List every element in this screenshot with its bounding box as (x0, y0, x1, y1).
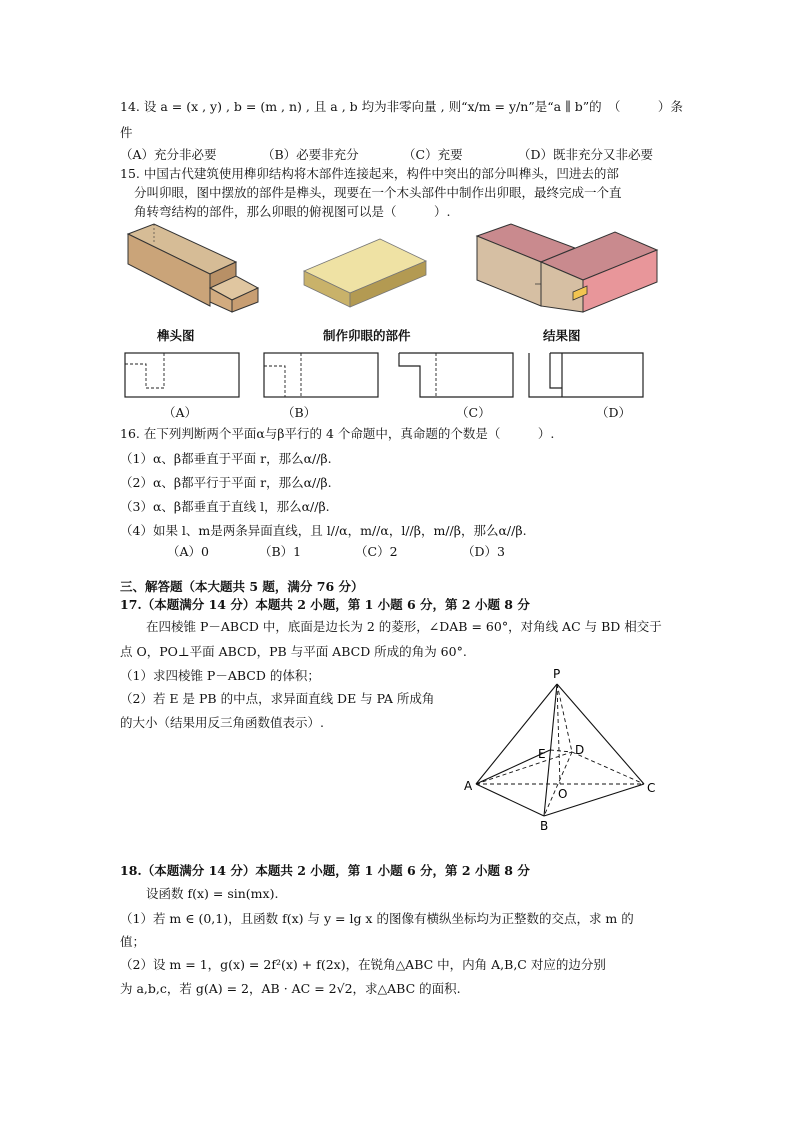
q17-heading: 17.（本题满分 14 分）本题共 2 小题，第 1 小题 6 分，第 2 小题 8 分 (120, 597, 530, 612)
pyramid-label-o: O (558, 787, 568, 801)
q16-option-c: （C）2 (355, 544, 398, 559)
caption-result: 结果图 (543, 328, 581, 343)
pyramid-label-p: P (553, 667, 561, 681)
q18-part-1-line1: （1）若 m ∈ (0,1)，且函数 f(x) 与 y = lg x 的图像有横纵坐标均为正整数的交点，求 m 的 (120, 911, 634, 926)
q17-part-2-line1: （2）若 E 是 PB 的中点，求异面直线 DE 与 PA 所成角 (120, 691, 435, 706)
q14-stem-line1: 14. 设 a = (x , y) , b = (m , n) , 且 a , b 均为非零向量 , 则“x/m = y/n”是“a ∥ b”的 （ ）条 (120, 99, 683, 114)
q16-option-d: （D）3 (462, 544, 505, 559)
q18-heading: 18.（本题满分 14 分）本题共 2 小题，第 1 小题 6 分，第 2 小题 8 分 (120, 863, 530, 878)
q16-item-4: （4）如果 l、m是两条异面直线，且 l//α，m//α，l//β，m//β，那么α//β. (120, 523, 527, 538)
caption-tenon: 榫头图 (157, 328, 195, 343)
top-view-label-a: （A） (163, 405, 198, 420)
pyramid-label-d: D (575, 743, 585, 757)
q16-item-1: （1）α、β都垂直于平面 r，那么α//β. (120, 451, 332, 466)
top-view-label-b: （B） (282, 405, 317, 420)
q18-part-2-line2: 为 a,b,c，若 g(A) = 2，AB · AC = 2√2，求△ABC 的面积. (120, 981, 461, 996)
q17-part-2-line2: 的大小（结果用反三角函数值表示）. (120, 715, 324, 730)
q17-stem-line2: 点 O，PO⊥平面 ABCD，PB 与平面 ABCD 所成的角为 60°. (120, 644, 467, 659)
pyramid-label-b: B (540, 819, 549, 833)
block-part-figure (302, 237, 430, 309)
top-view-option-b (263, 352, 383, 400)
q16-item-2: （2）α、β都平行于平面 r，那么α//β. (120, 475, 332, 490)
pyramid-label-e: E (538, 747, 546, 761)
top-view-option-c (398, 352, 518, 400)
top-view-label-c: （C） (456, 405, 491, 420)
pyramid-label-a: A (464, 779, 473, 793)
q18-part-1-line2: 值； (120, 934, 146, 949)
q16-item-3: （3）α、β都垂直于直线 l，那么α//β. (120, 499, 330, 514)
q15-stem-line2: 分叫卯眼，图中摆放的部件是榫头，现要在一个木头部件中制作出卯眼，最终完成一个直 (134, 185, 622, 200)
q15-stem-line1: 15. 中国古代建筑使用榫卯结构将木部件连接起来，构件中突出的部分叫榫头，凹进去的部 (120, 166, 619, 181)
pyramid-figure (462, 664, 662, 836)
q16-stem: 16. 在下列判断两个平面α与β平行的 4 个命题中，真命题的个数是（ ）. (120, 426, 555, 441)
q16-option-b: （B）1 (259, 544, 302, 559)
caption-part: 制作卯眼的部件 (323, 328, 411, 343)
q14-option-b: （B）必要非充分 (262, 147, 359, 162)
q17-stem-line1: 在四棱锥 P－ABCD 中，底面是边长为 2 的菱形，∠DAB = 60°，对角线 AC 与 BD 相交于 (146, 619, 662, 634)
q15-stem-line3: 角转弯结构的部件，那么卯眼的俯视图可以是（ ）. (134, 204, 451, 219)
tenon-figure (124, 222, 264, 312)
q14-option-d: （D）既非充分又非必要 (518, 147, 654, 162)
section-3-heading: 三、解答题（本大题共 5 题，满分 76 分） (120, 579, 364, 594)
q14-stem-line2: 件 (120, 125, 133, 140)
top-view-label-d: （D） (596, 405, 632, 420)
q16-option-a: （A）0 (167, 544, 209, 559)
top-view-option-a (124, 352, 244, 400)
top-view-option-d (528, 352, 648, 400)
q18-stem: 设函数 f(x) = sin(mx). (146, 886, 279, 901)
q17-part-1: （1）求四棱锥 P－ABCD 的体积； (120, 668, 320, 683)
q18-part-2-line1: （2）设 m = 1，g(x) = 2f²(x) + f(2x)，在锐角△ABC 中，内角 A,B,C 对应的边分别 (120, 957, 606, 972)
q14-option-c: （C）充要 (403, 147, 463, 162)
q14-option-a: （A）充分非必要 (120, 147, 217, 162)
pyramid-label-c: C (647, 781, 656, 795)
result-figure (475, 222, 661, 314)
